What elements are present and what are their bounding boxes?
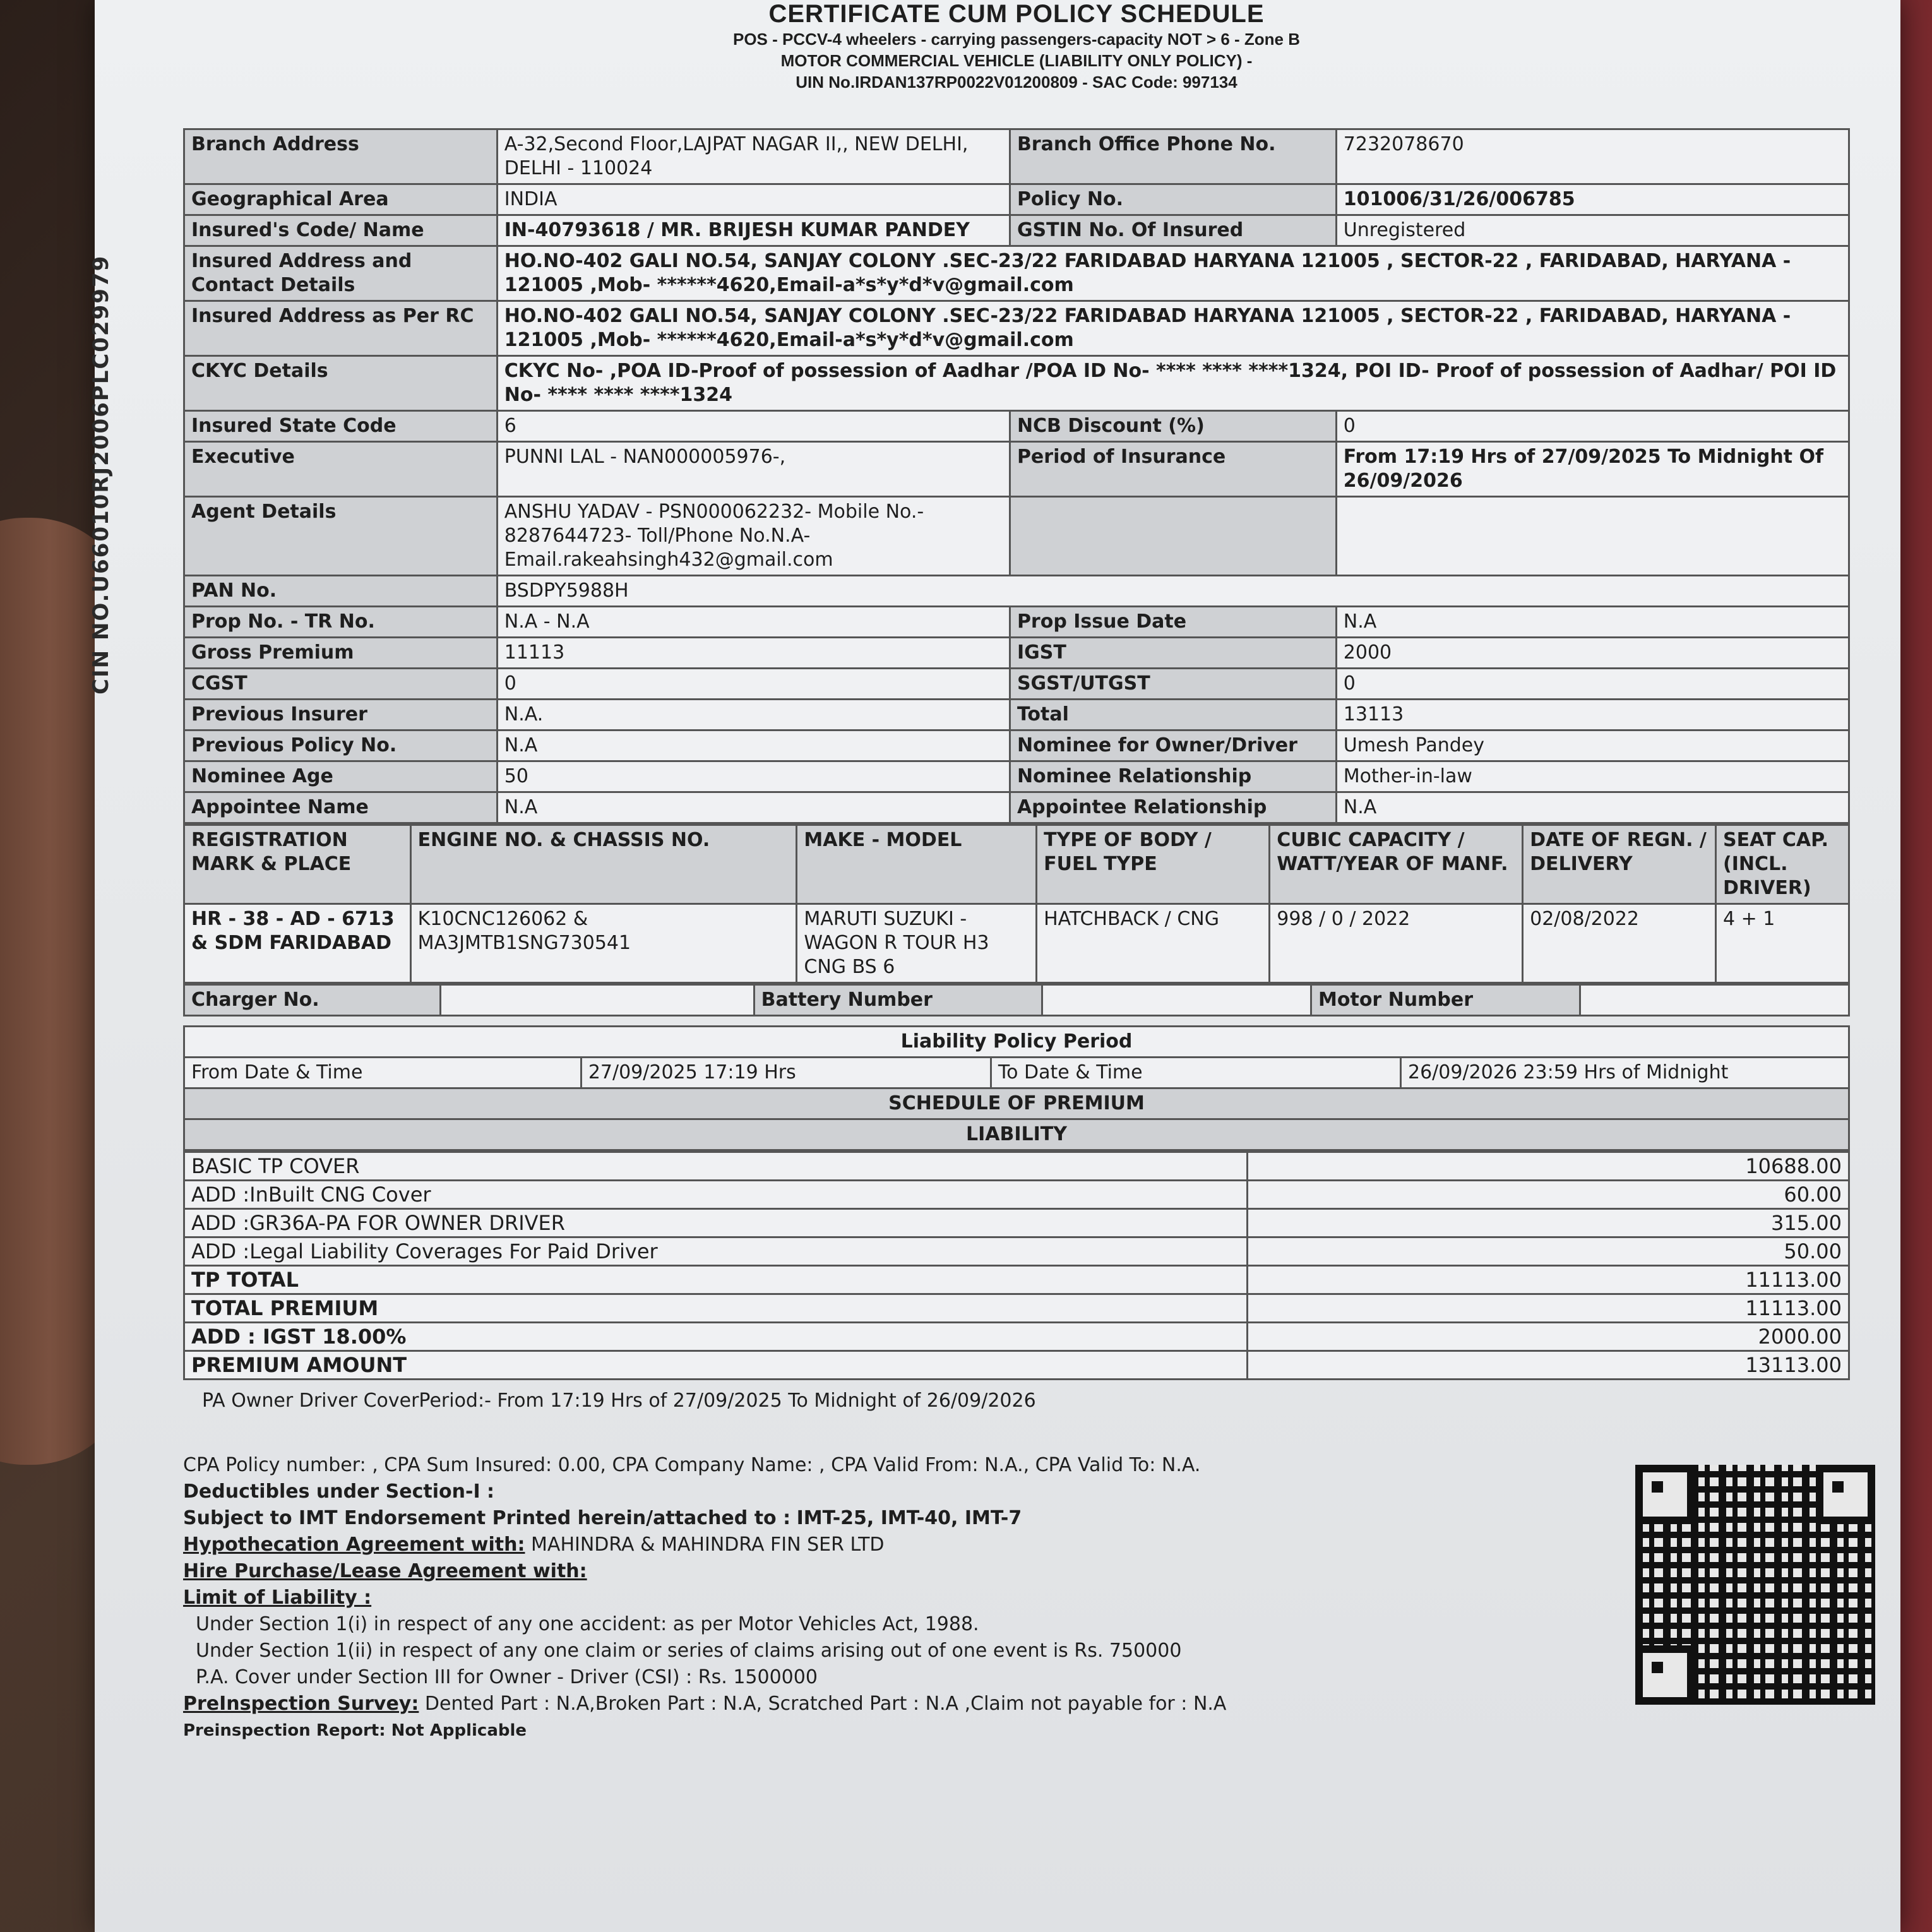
- branch-address-label: Branch Address: [184, 129, 498, 184]
- header-line-3: UIN No.IRDAN137RP0022V01200809 - SAC Code: 997134: [796, 73, 1237, 92]
- premium-label: ADD : IGST 18.00%: [184, 1323, 1248, 1351]
- limit-2: Under Section 1(ii) in respect of any one claim or series of claims arising out of one event is Rs. 750000: [196, 1640, 1182, 1662]
- policy-document: [88, 0, 1900, 1932]
- insured-address: HO.NO-402 GALI NO.54, SANJAY COLONY .SEC-23/22 FARIDABAD HARYANA 121005 , SECTOR-22 , FARIDABAD, HARYANA - 121005 ,Mob- ******4620,Email-a*s*y*d*v@gmail.com: [497, 246, 1849, 301]
- igst-label: IGST: [1010, 638, 1336, 669]
- premium-row: [184, 1294, 1849, 1323]
- hyp-value: MAHINDRA & MAHINDRA FIN SER LTD: [531, 1534, 885, 1556]
- header-line-1: POS - PCCV-4 wheelers - carrying passengers-capacity NOT > 6 - Zone B: [732, 30, 1301, 49]
- document-header: [183, 0, 1850, 93]
- engine-chassis: K10CNC126062 & MA3JMTB1SNG730541: [410, 904, 797, 983]
- agent-label: Agent Details: [184, 497, 498, 576]
- executive: PUNNI LAL - NAN000005976-,: [497, 442, 1010, 497]
- seat-header: SEAT CAP. (INCL. DRIVER): [1716, 825, 1849, 904]
- preinsp-label: PreInspection Survey:: [183, 1693, 419, 1715]
- prev-insurer-label: Previous Insurer: [184, 700, 498, 730]
- state-code-label: Insured State Code: [184, 411, 498, 442]
- hyp-label: Hypothecation Agreement with:: [183, 1534, 525, 1556]
- cc-header: CUBIC CAPACITY / WATT/YEAR OF MANF.: [1270, 825, 1523, 904]
- igst-value: 2000: [1336, 638, 1849, 669]
- footer: [183, 1388, 1850, 1744]
- premium-row: [184, 1323, 1849, 1351]
- make-header: MAKE - MODEL: [797, 825, 1037, 904]
- ckyc-label: CKYC Details: [184, 356, 498, 411]
- nominee-name: Umesh Pandey: [1336, 730, 1849, 761]
- premium-amount: 13113.00: [1247, 1351, 1849, 1380]
- cin-number: CIN NO.U66010RJ2006PLC029979: [88, 254, 114, 695]
- ev-table: [183, 984, 1850, 1017]
- make-model: MARUTI SUZUKI - WAGON R TOUR H3 CNG BS 6: [797, 904, 1037, 983]
- period-of-insurance: From 17:19 Hrs of 27/09/2025 To Midnight Of 26/09/2026: [1336, 442, 1849, 497]
- cpa-line: CPA Policy number: , CPA Sum Insured: 0.00, CPA Company Name: , CPA Valid From: N.A., CPA Valid To: N.A.: [183, 1454, 1201, 1476]
- premium-row: [184, 1209, 1849, 1237]
- agent-details: ANSHU YADAV - PSN000062232- Mobile No.- 8287644723- Toll/Phone No.N.A- Email.rakeahsingh432@gmail.com: [497, 497, 1010, 576]
- pan-label: PAN No.: [184, 576, 498, 607]
- premium-label: TOTAL PREMIUM: [184, 1294, 1248, 1323]
- liability-period-table: [183, 1025, 1850, 1151]
- state-code: 6: [497, 411, 1010, 442]
- appointee-label: Appointee Name: [184, 792, 498, 823]
- battery-value: [1042, 985, 1311, 1016]
- prop-issue-label: Prop Issue Date: [1010, 607, 1336, 638]
- premium-amount: 11113.00: [1247, 1266, 1849, 1294]
- prop-issue-date: N.A: [1336, 607, 1849, 638]
- nominee-label: Nominee for Owner/Driver: [1010, 730, 1336, 761]
- cgst-label: CGST: [184, 669, 498, 700]
- gross-premium: 11113: [497, 638, 1010, 669]
- prev-policy: N.A: [497, 730, 1010, 761]
- prop-label: Prop No. - TR No.: [184, 607, 498, 638]
- reg-header: REGISTRATION MARK & PLACE: [184, 825, 411, 904]
- engine-header: ENGINE NO. & CHASSIS NO.: [410, 825, 797, 904]
- total-value: 13113: [1336, 700, 1849, 730]
- total-label: Total: [1010, 700, 1336, 730]
- vehicle-table: [183, 824, 1850, 984]
- appointee-rel-label: Appointee Relationship: [1010, 792, 1336, 823]
- rc-address: HO.NO-402 GALI NO.54, SANJAY COLONY .SEC-23/22 FARIDABAD HARYANA 121005 , SECTOR-22 , FARIDABAD, HARYANA - 121005 ,Mob- ******4620,Email-a*s*y*d*v@gmail.com: [497, 301, 1849, 356]
- ncb-label: NCB Discount (%): [1010, 411, 1336, 442]
- nominee-age: 50: [497, 761, 1010, 792]
- limit-label: Limit of Liability :: [183, 1587, 372, 1609]
- nominee-age-label: Nominee Age: [184, 761, 498, 792]
- empty-cell: [1010, 497, 1336, 576]
- qr-finder: [1816, 1465, 1875, 1524]
- cgst-value: 0: [497, 669, 1010, 700]
- premium-row: [184, 1152, 1849, 1181]
- appointee-name: N.A: [497, 792, 1010, 823]
- period-label: Period of Insurance: [1010, 442, 1336, 497]
- premium-row: [184, 1181, 1849, 1209]
- premium-label: TP TOTAL: [184, 1266, 1248, 1294]
- branch-address: A-32,Second Floor,LAJPAT NAGAR II,, NEW DELHI, DELHI - 110024: [497, 129, 1010, 184]
- premium-table: [183, 1151, 1850, 1380]
- policy-no-label: Policy No.: [1010, 184, 1336, 215]
- regn-date: 02/08/2022: [1523, 904, 1716, 983]
- seat-capacity: 4 + 1: [1716, 904, 1849, 983]
- registration: HR - 38 - AD - 6713 & SDM FARIDABAD: [184, 904, 411, 983]
- rc-address-label: Insured Address as Per RC: [184, 301, 498, 356]
- date-header: DATE OF REGN. / DELIVERY: [1523, 825, 1716, 904]
- ncb-value: 0: [1336, 411, 1849, 442]
- premium-amount: 2000.00: [1247, 1323, 1849, 1351]
- premium-amount: 11113.00: [1247, 1294, 1849, 1323]
- gross-label: Gross Premium: [184, 638, 498, 669]
- branch-phone-label: Branch Office Phone No.: [1010, 129, 1336, 184]
- ckyc-details: CKYC No- ,POA ID-Proof of possession of Aadhar /POA ID No- **** **** ****1324, POI ID- Proof of possession of Aadhar/ POI ID No- **** **** ****1324: [497, 356, 1849, 411]
- schedule-subtitle: LIABILITY: [184, 1119, 1849, 1150]
- header-line-2: MOTOR COMMERCIAL VEHICLE (LIABILITY ONLY POLICY) -: [780, 51, 1253, 70]
- hire-label: Hire Purchase/Lease Agreement with:: [183, 1560, 587, 1582]
- battery-label: Battery Number: [754, 985, 1042, 1016]
- premium-amount: 315.00: [1247, 1209, 1849, 1237]
- branch-phone: 7232078670: [1336, 129, 1849, 184]
- body-fuel: HATCHBACK / CNG: [1037, 904, 1270, 983]
- schedule-title: SCHEDULE OF PREMIUM: [184, 1088, 1849, 1119]
- premium-label: PREMIUM AMOUNT: [184, 1351, 1248, 1380]
- from-label: From Date & Time: [184, 1058, 581, 1088]
- empty-cell: [1336, 497, 1849, 576]
- nominee-rel-label: Nominee Relationship: [1010, 761, 1336, 792]
- nominee-relationship: Mother-in-law: [1336, 761, 1849, 792]
- gstin: Unregistered: [1336, 215, 1849, 246]
- body-header: TYPE OF BODY / FUEL TYPE: [1037, 825, 1270, 904]
- insured-code-label: Insured's Code/ Name: [184, 215, 498, 246]
- liability-period-title: Liability Policy Period: [184, 1027, 1849, 1058]
- premium-label: ADD :InBuilt CNG Cover: [184, 1181, 1248, 1209]
- imt-value: IMT-25, IMT-40, IMT-7: [796, 1507, 1022, 1529]
- to-label: To Date & Time: [991, 1058, 1400, 1088]
- appointee-relationship: N.A: [1336, 792, 1849, 823]
- premium-label: ADD :GR36A-PA FOR OWNER DRIVER: [184, 1209, 1248, 1237]
- geo-value: INDIA: [497, 184, 1010, 215]
- premium-label: ADD :Legal Liability Coverages For Paid Driver: [184, 1237, 1248, 1266]
- qr-finder: [1635, 1465, 1695, 1524]
- premium-amount: 60.00: [1247, 1181, 1849, 1209]
- premium-row: [184, 1237, 1849, 1266]
- limit-1: Under Section 1(i) in respect of any one accident: as per Motor Vehicles Act, 1988.: [196, 1613, 979, 1635]
- document-title: CERTIFICATE CUM POLICY SCHEDULE: [768, 0, 1265, 28]
- motor-value: [1580, 985, 1849, 1016]
- preinsp-report: Preinspection Report: Not Applicable: [183, 1721, 527, 1740]
- geo-label: Geographical Area: [184, 184, 498, 215]
- prev-policy-label: Previous Policy No.: [184, 730, 498, 761]
- preinsp-value: Dented Part : N.A,Broken Part : N.A, Scratched Part : N.A ,Claim not payable for : N.A: [424, 1693, 1227, 1715]
- limit-3: P.A. Cover under Section III for Owner - Driver (CSI) : Rs. 1500000: [196, 1666, 818, 1688]
- sgst-value: 0: [1336, 669, 1849, 700]
- gstin-label: GSTIN No. Of Insured: [1010, 215, 1336, 246]
- charger-value: [440, 985, 754, 1016]
- premium-amount: 10688.00: [1247, 1152, 1849, 1181]
- premium-amount: 50.00: [1247, 1237, 1849, 1266]
- motor-label: Motor Number: [1311, 985, 1580, 1016]
- imt-label: Subject to IMT Endorsement Printed herein/attached to :: [183, 1507, 791, 1529]
- qr-finder: [1635, 1645, 1695, 1705]
- pan-no: BSDPY5988H: [497, 576, 1849, 607]
- charger-label: Charger No.: [184, 985, 441, 1016]
- deductibles: Deductibles under Section-I :: [183, 1481, 495, 1503]
- details-table: [183, 128, 1850, 824]
- qr-code: [1635, 1465, 1875, 1705]
- to-date: 26/09/2026 23:59 Hrs of Midnight: [1401, 1058, 1849, 1088]
- premium-row: [184, 1266, 1849, 1294]
- insured-address-label: Insured Address and Contact Details: [184, 246, 498, 301]
- prev-insurer: N.A.: [497, 700, 1010, 730]
- executive-label: Executive: [184, 442, 498, 497]
- pa-period: PA Owner Driver CoverPeriod:- From 17:19 Hrs of 27/09/2025 To Midnight of 26/09/2026: [202, 1390, 1036, 1412]
- premium-label: BASIC TP COVER: [184, 1152, 1248, 1181]
- policy-no: 101006/31/26/006785: [1336, 184, 1849, 215]
- prop-no: N.A - N.A: [497, 607, 1010, 638]
- from-date: 27/09/2025 17:19 Hrs: [581, 1058, 991, 1088]
- insured-code: IN-40793618 / MR. BRIJESH KUMAR PANDEY: [497, 215, 1010, 246]
- premium-row: [184, 1351, 1849, 1380]
- sgst-label: SGST/UTGST: [1010, 669, 1336, 700]
- cubic-capacity: 998 / 0 / 2022: [1270, 904, 1523, 983]
